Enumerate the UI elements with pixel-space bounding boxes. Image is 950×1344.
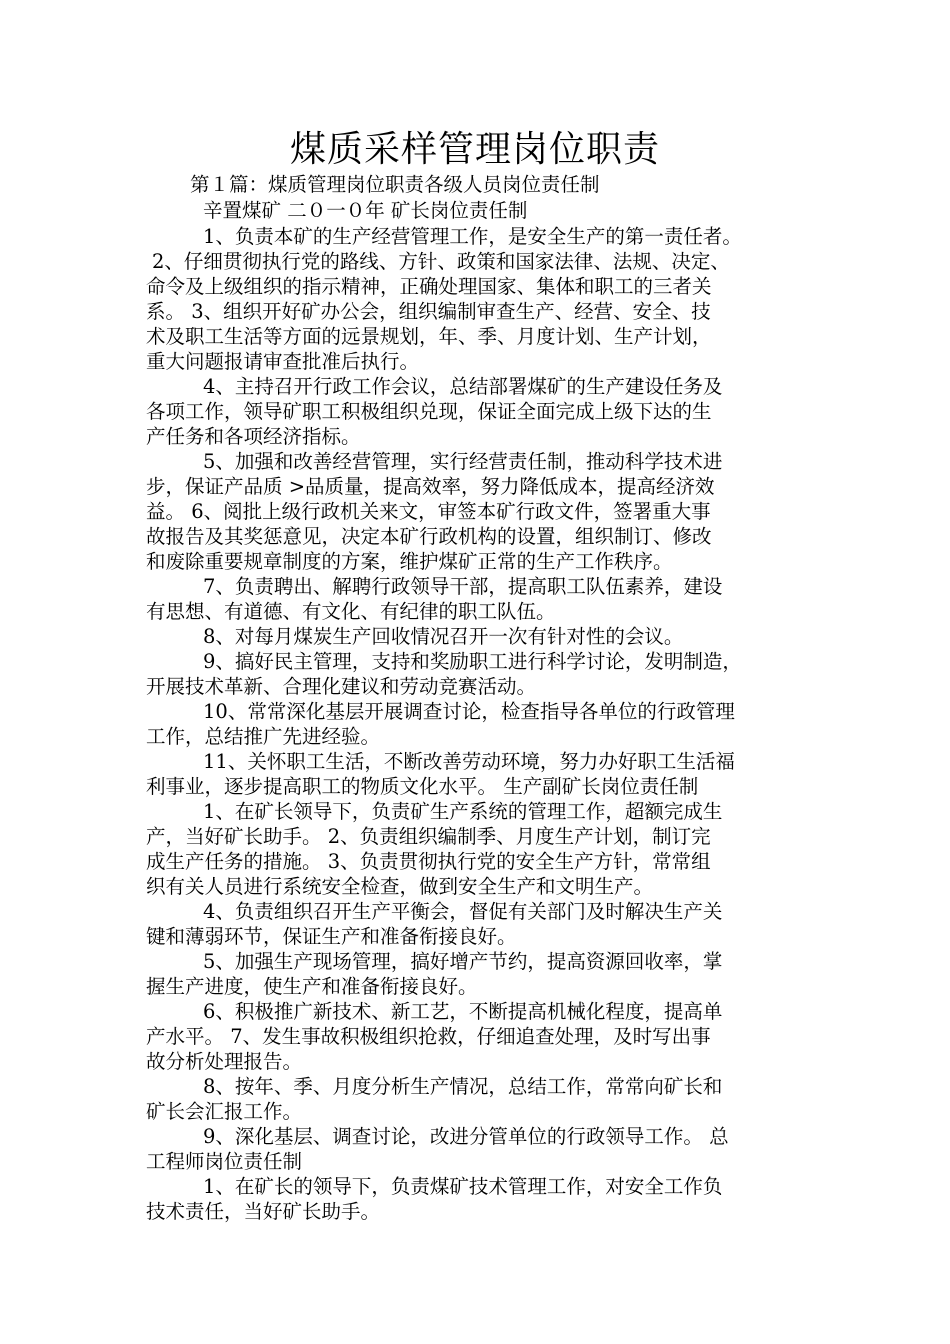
text-line: 利事业，逐步提高职工的物质文化水平。 生产副矿长岗位责任制 bbox=[146, 775, 699, 798]
text-line: 1、在矿长的领导下，负责煤矿技术管理工作，对安全工作负 bbox=[203, 1175, 723, 1198]
text-line: 产，当好矿长助手。 2、负责组织编制季、月度生产计划，制订完 bbox=[146, 825, 711, 848]
text-line: 9、深化基层、调查讨论，改进分管单位的行政领导工作。 总 bbox=[203, 1125, 729, 1148]
text-line: 重大问题报请审查批准后执行。 bbox=[146, 350, 420, 373]
text-line: 有思想、有道德、有文化、有纪律的职工队伍。 bbox=[146, 600, 556, 623]
text-line: 工作，总结推广先进经验。 bbox=[146, 725, 381, 748]
text-line: 成生产任务的措施。 3、负责贯彻执行党的安全生产方针，常常组 bbox=[146, 850, 711, 873]
text-line: 11、关怀职工生活，不断改善劳动环境，努力办好职工生活福 bbox=[203, 750, 735, 773]
text-line: 技术责任，当好矿长助手。 bbox=[146, 1200, 381, 1223]
text-line: 益。 6、阅批上级行政机关来文，审签本矿行政文件，签署重大事 bbox=[146, 500, 711, 523]
text-line: 5、加强生产现场管理，搞好增产节约，提高资源回收率，掌 bbox=[203, 950, 723, 973]
text-line: 8、对每月煤炭生产回收情况召开一次有针对性的会议。 bbox=[203, 625, 684, 648]
text-line: 7、负责聘出、解聘行政领导干部，提高职工队伍素养，建设 bbox=[203, 575, 723, 598]
text-line: 织有关人员进行系统安全检查，做到安全生产和文明生产。 bbox=[146, 875, 654, 898]
text-line: 1、负责本矿的生产经营管理工作，是安全生产的第一责任者。 bbox=[203, 225, 742, 248]
text-line: 故报告及其奖惩意见，决定本矿行政机构的设置，组织制订、修改 bbox=[146, 525, 712, 548]
text-line: 各项工作，领导矿职工积极组织兑现，保证全面完成上级下达的生 bbox=[146, 400, 712, 423]
text-line: 9、搞好民主管理，支持和奖励职工进行科学讨论，发明制造， bbox=[203, 650, 742, 673]
text-line: 5、加强和改善经营管理，实行经营责任制，推动科学技术进 bbox=[203, 450, 723, 473]
text-line: 工程师岗位责任制 bbox=[146, 1150, 303, 1173]
text-line: 4、负责组织召开生产平衡会，督促有关部门及时解决生产关 bbox=[203, 900, 723, 923]
text-line: 2、仔细贯彻执行党的路线、方针、政策和国家法律、法规、决定、 bbox=[152, 250, 730, 273]
chapter-heading: 第１篇：煤质管理岗位职责各级人员岗位责任制 bbox=[190, 173, 600, 196]
text-line: 系。 3、组织开好矿办公会，组织编制审查生产、经营、安全、技 bbox=[146, 300, 711, 323]
text-line: 1、在矿长领导下，负责矿生产系统的管理工作，超额完成生 bbox=[203, 800, 723, 823]
text-line: 4、主持召开行政工作会议，总结部署煤矿的生产建设任务及 bbox=[203, 375, 723, 398]
text-line: 8、按年、季、月度分析生产情况，总结工作，常常向矿长和 bbox=[203, 1075, 723, 1098]
text-line: 10、常常深化基层开展调查讨论，检查指导各单位的行政管理 bbox=[203, 700, 735, 723]
text-line: 和废除重要规章制度的方案，维护煤矿正常的生产工作秩序。 bbox=[146, 550, 673, 573]
text-line: 命令及上级组织的指示精神，正确处理国家、集体和职工的三者关 bbox=[146, 275, 712, 298]
text-line: 6、积极推广新技术、新工艺，不断提高机械化程度，提高单 bbox=[203, 1000, 723, 1023]
text-line: 术及职工生活等方面的远景规划，年、季、月度计划、生产计划， bbox=[146, 325, 712, 348]
text-line: 矿长会汇报工作。 bbox=[146, 1100, 303, 1123]
text-line: 故分析处理报告。 bbox=[146, 1050, 303, 1073]
text-line: 握生产进度，使生产和准备衔接良好。 bbox=[146, 975, 478, 998]
text-line: 步，保证产品质 >品质量，提高效率，努力降低成本，提高经济效 bbox=[146, 475, 715, 498]
text-line: 开展技术革新、合理化建议和劳动竞赛活动。 bbox=[146, 675, 537, 698]
document-title: 煤质采样管理岗位职责 bbox=[289, 129, 660, 170]
text-line: 键和薄弱环节，保证生产和准备衔接良好。 bbox=[146, 925, 517, 948]
text-line: 产任务和各项经济指标。 bbox=[146, 425, 361, 448]
text-line: 产水平。 7、发生事故积极组织抢救，仔细追查处理，及时写出事 bbox=[146, 1025, 711, 1048]
section-heading: 辛置煤矿 二０一０年 矿长岗位责任制 bbox=[203, 199, 528, 222]
